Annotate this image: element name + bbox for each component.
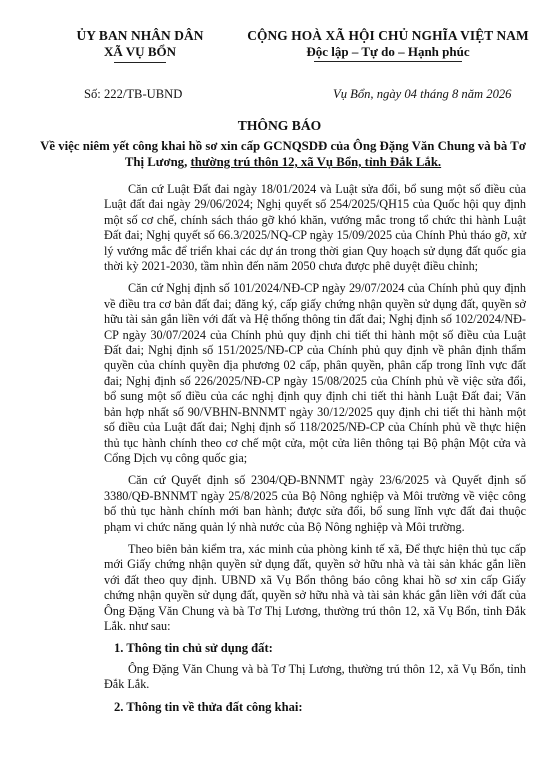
date-year: 2026 <box>486 87 512 101</box>
motto: Độc lập – Tự do – Hạnh phúc <box>306 44 470 59</box>
nation-name: CỘNG HOÀ XÃ HỘI CHỦ NGHĨA VIỆT NAM <box>247 28 529 43</box>
announcement-paragraph: Theo biên bản kiểm tra, xác minh của phòng kinh tế xã, Để thực hiện thủ tục cấp mới Giấy chứng nhận quyền sử dụng đất, quyền sở hữu nhà và tài sản khác gắn liền với đất theo quy định. UBND xã Vụ Bổn thông báo công khai hồ sơ xin cấp Giấy chứng nhận quyền sử dụng đất, quyền sở hữu nhà và tài sản khác gắn liền với đất của Ông Đặng Văn Chung và bà Tơ Thị Lương, thường trú thôn 12, xã Vụ Bổn, tỉnh Đắk Lắk. như sau: <box>104 541 526 633</box>
document-number <box>84 87 182 102</box>
authority-underline <box>114 62 166 63</box>
date-year-label: năm <box>461 87 484 101</box>
section-1-heading: 1. Thông tin chủ sử dụng đất: <box>114 641 273 656</box>
date-month: 8 <box>451 87 459 101</box>
document-number-label: Số: <box>84 87 101 101</box>
legal-basis-paragraph: Căn cứ Luật Đất đai ngày 18/01/2024 và Luật sửa đổi, bổ sung một số điều của Luật đất đai ngày 29/06/2024; Nghị quyết số 254/2025/QH15 của Quốc hội quy định một số cơ chế, chính sách tháo gỡ khó khăn, vướng mắc trong tổ chức thi hành Luật Đất đai; Nghị quyết số 66.3/2025/NQ-CP ngày 15/09/2025 của Chính Phủ tháo gỡ, xử lý vướng mắc để triển khai các dự án trong thời gian Quy hoạch sử dụng đất quốc gia thời kỳ 2021-2030, tầm nhìn đến năm 2050 chưa được phê duyệt điều chỉnh; <box>104 182 526 274</box>
subject-address: thường trú thôn 12, xã Vụ Bổn, tỉnh Đắk Lắk. <box>190 155 442 169</box>
national-motto <box>238 28 538 62</box>
date-month-label: tháng <box>420 87 449 101</box>
legal-basis-paragraph: Căn cứ Nghị định số 101/2024/NĐ-CP ngày 29/07/2024 của Chính phủ quy định về điều tra cơ bản đất đai; đăng ký, cấp giấy chứng nhận quyền sử dụng đất, quyền sở hữu tài sản gắn liền với đất và Hệ thống thông tin đất đai; Nghị định số 102/2024/NĐ-CP ngày 30/07/2024 của Chính phủ quy định chi tiết thi hành một số điều của Luật Đất đai; Nghị định số 151/2025/NĐ-CP của Chính phủ quy định về phân định thẩm quyền của chính quyền địa phương 02 cấp, phân quyền, phân cấp trong lĩnh vực đất đai; Nghị định số 226/2025/NĐ-CP ngày 15/08/2025 của Chính phủ về việc sửa đổi, bổ sung một số điều của các nghị định quy định chi tiết thi hành Luật Đất đai; Văn bản hợp nhất số 90/VBHN-BNNMT ngày 30/12/2025 quy định chi tiết thi hành một số điều của Luật đất đai; Nghị định số 118/2025/NĐ-CP của Chính phủ về thực hiện thủ tục hành chính theo cơ chế một cửa, một cửa liên thông tại Bộ phận Một cửa và Cổng Dịch vụ công quốc gia; <box>104 281 526 465</box>
commune-name: XÃ VỤ BỔN <box>104 44 176 59</box>
motto-underline <box>314 61 462 62</box>
date-day: 04 <box>404 87 417 101</box>
legal-basis-paragraph: Căn cứ Quyết định số 2304/QĐ-BNNMT ngày 23/6/2025 và Quyết định số 3380/QĐ-BNNMT ngày 25/8/2025 của Bộ Nông nghiệp và Môi trường về việc công bố thủ tục hành chính mới ban hành; được sửa đổi, bổ sung lĩnh vực đất đai thuộc phạm vi chức năng quản lý nhà nước của Bộ Nông nghiệp và Môi trường. <box>104 473 526 534</box>
authority-name: ỦY BAN NHÂN DÂN <box>76 28 204 43</box>
issuing-authority <box>40 28 240 63</box>
subject-text: Về việc niêm yết công khai hồ sơ xin cấp GCNQSDĐ của Ông Đặng Văn Chung và bà Tơ Thị Lương, <box>40 139 526 169</box>
issue-date <box>333 87 511 102</box>
date-prefix: Vụ Bổn, ngày <box>333 87 402 101</box>
section-2-heading: 2. Thông tin về thửa đất công khai: <box>114 699 303 714</box>
document-title: THÔNG BÁO <box>237 118 322 133</box>
section-1-text: Ông Đặng Văn Chung và bà Tơ Thị Lương, thường trú thôn 12, xã Vụ Bổn, tỉnh Đắk Lắk. <box>104 661 526 692</box>
document-number-value: 222/TB-UBND <box>103 87 183 101</box>
document-subject <box>40 138 526 170</box>
document-body <box>104 182 526 720</box>
